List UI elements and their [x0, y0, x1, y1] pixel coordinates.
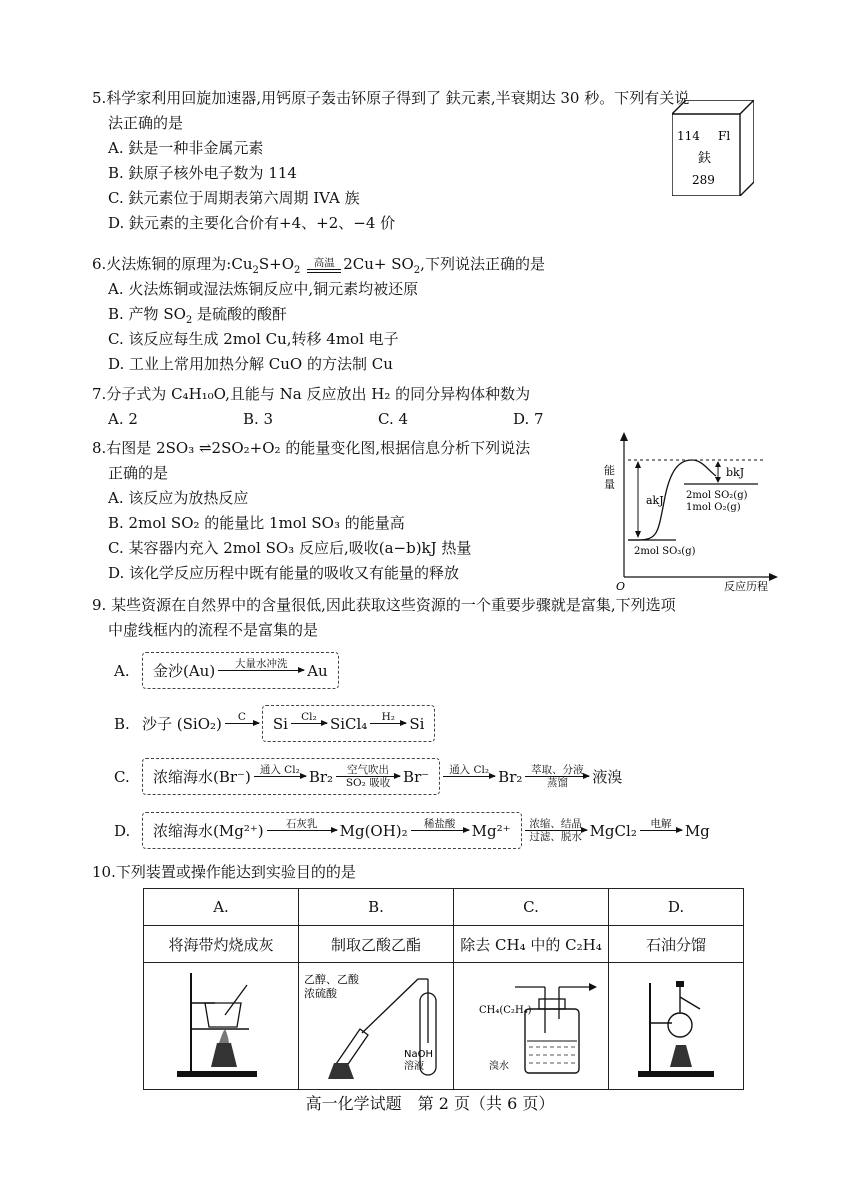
- element-tile: [672, 100, 754, 196]
- energy-product2: 1mol O₂(g): [686, 502, 741, 513]
- q7-option-b: B. 3: [243, 410, 274, 428]
- q9-c-br-ion: Br⁻: [403, 767, 430, 786]
- energy-product1: 2mol SO₂(g): [686, 490, 748, 501]
- q8-option-c: C. 某容器内充入 2mol SO₃ 反应后,吸收(a−b)kJ 热量: [108, 539, 472, 557]
- q8-stem-line1: 8.右图是 2SO₃ ⇌2SO₂+O₂ 的能量变化图,根据信息分析下列说法: [92, 439, 531, 457]
- q9-c-arrow2: 空气吹出 SO₂ 吸收: [336, 764, 400, 789]
- q8-option-d: D. 该化学反应历程中既有能量的吸收又有能量的释放: [108, 564, 460, 582]
- q8-option-b: B. 2mol SO₂ 的能量比 1mol SO₃ 的能量高: [108, 514, 405, 532]
- q6-condition-arrow: [307, 258, 341, 273]
- q9-c-br2: Br₂: [308, 767, 334, 786]
- q5-option-a: A. 鈇是一种非金属元素: [108, 139, 264, 157]
- tile-name: 鈇: [698, 151, 712, 166]
- energy-xlabel: 反应历程: [724, 580, 768, 592]
- tile-atomic-number: 114: [677, 129, 700, 143]
- tile-mass: 289: [692, 173, 715, 187]
- crucible-apparatus-icon: [145, 963, 297, 1085]
- q9-b-sicl4: SiCl₄: [329, 714, 368, 733]
- ester-apparatus-icon: [300, 963, 452, 1085]
- q9-option-d: [114, 812, 710, 849]
- distillation-icon: [610, 963, 742, 1085]
- question-10: [92, 860, 790, 885]
- q9-d-end: Mg: [684, 821, 710, 840]
- q9-c-label: C.: [114, 767, 130, 786]
- b-label-reagents: 乙醇、乙酸: [304, 973, 359, 986]
- q7-option-c: C. 4: [378, 410, 409, 428]
- q9-a-box: [142, 652, 339, 689]
- q10-header-d: D.: [609, 889, 744, 926]
- tile-symbol: Fl: [718, 129, 731, 143]
- q9-d-arrow1: 石灰乳: [267, 818, 337, 843]
- q7-options: [92, 407, 790, 432]
- q9-a-start: 金沙(Au): [153, 662, 216, 680]
- question-9: [92, 593, 790, 643]
- q9-d-mg-ion: Mg²⁺: [471, 821, 511, 840]
- c-label-gas: CH₄(C₂H₄): [479, 1005, 532, 1016]
- q5-option-c: C. 鈇元素位于周期表第六周期 IVA 族: [108, 189, 360, 207]
- q9-c-box: [142, 758, 440, 795]
- q9-c-arrow1: 通入 Cl₂: [254, 764, 306, 789]
- c-label-bromine: 溴水: [489, 1061, 509, 1072]
- q6-option-b: B. 产物 $SO_2$ 是硫酸的酸酐: [108, 305, 288, 326]
- q10-task-b: 制取乙酸乙酯: [299, 926, 454, 963]
- q9-option-a: [114, 652, 339, 689]
- q8-option-a: A. 该反应为放热反应: [108, 489, 249, 507]
- energy-diagram: [598, 432, 778, 592]
- q9-option-c: [114, 758, 622, 795]
- q10-apparatus-b: [299, 963, 454, 1090]
- q9-d-box: [142, 812, 522, 849]
- q9-b-arrow1: C: [225, 711, 259, 736]
- q9-b-start: 沙子 (SiO₂): [142, 715, 222, 733]
- q10-stem: 10.下列装置或操作能达到实验目的的是: [92, 863, 356, 881]
- b-label-naoh: NaOH: [404, 1049, 433, 1060]
- question-8: [92, 436, 595, 586]
- q9-c-arrow3: 通入 Cl₂: [443, 764, 495, 789]
- q9-stem-line2: 中虚线框内的流程不是富集的是: [108, 621, 319, 639]
- q6-stem-pre: 6.火法炼铜的原理为:Cu: [92, 255, 253, 273]
- q9-b-si: Si: [272, 714, 288, 733]
- q9-option-b: [114, 705, 435, 742]
- q9-b-box: [262, 705, 436, 742]
- q9-d-arrow3: 浓缩、结晶 过滤、脱水: [525, 818, 587, 843]
- q10-header-b: B.: [299, 889, 454, 926]
- q9-d-mgcl2: MgCl₂: [589, 821, 637, 840]
- q6-option-c: C. 该反应每生成 2mol Cu,转移 4mol 电子: [108, 330, 399, 348]
- q5-stem-line2: 法正确的是: [108, 114, 184, 132]
- energy-a-label: akJ: [646, 494, 664, 507]
- q9-d-start: 浓缩海水(Mg²⁺): [153, 822, 264, 840]
- q10-apparatus-a: [144, 963, 299, 1090]
- q5-option-d: D. 鈇元素的主要化合价有+4、+2、−4 价: [108, 214, 396, 232]
- q6-stem: 6.火法炼铜的原理为$:Cu_2S+O_2$ 高温 $2Cu+ SO_2$,下列说法正确的是: [92, 255, 545, 276]
- q9-c-arrow4: 萃取、分液 蒸馏: [525, 764, 589, 789]
- q7-option-d: D. 7: [513, 410, 544, 428]
- q10-table: [143, 888, 744, 1090]
- page-footer: 高一化学试题 第 2 页（共 6 页）: [305, 1094, 555, 1113]
- q6-option-d: D. 工业上常用加热分解 CuO 的方法制 Cu: [108, 355, 393, 373]
- q5-stem-line1: 5.科学家利用回旋加速器,用钙原子轰击钚原子得到了 鈇元素,半衰期达 30 秒。下列有关说: [92, 89, 690, 107]
- q10-header-c: C.: [454, 889, 609, 926]
- q7-option-a: A. 2: [108, 410, 138, 428]
- q9-c-start: 浓缩海水(Br⁻): [153, 768, 251, 786]
- q9-d-arrow2: 稀盐酸: [411, 818, 469, 843]
- q6-stem-post: ,下列说法正确的是: [420, 255, 545, 273]
- q10-apparatus-d: [609, 963, 744, 1090]
- energy-b-label: bkJ: [726, 466, 745, 479]
- q9-c-br2-2: Br₂: [498, 767, 523, 786]
- q10-task-d: 石油分馏: [609, 926, 744, 963]
- q10-task-a: 将海带灼烧成灰: [144, 926, 299, 963]
- wash-bottle-icon: [455, 963, 607, 1085]
- question-6: [92, 252, 790, 377]
- q5-option-b: B. 鈇原子核外电子数为 114: [108, 164, 297, 182]
- q6-option-a: A. 火法炼铜或湿法炼铜反应中,铜元素均被还原: [108, 280, 419, 298]
- q9-a-label: A.: [114, 661, 130, 680]
- energy-origin: O: [616, 580, 626, 592]
- b-label-acid: 浓硫酸: [304, 987, 337, 1000]
- q10-apparatus-c: [454, 963, 609, 1090]
- q9-b-arrow3: H₂: [370, 711, 406, 736]
- q9-b-end: Si: [409, 714, 425, 733]
- q9-d-arrow4: 电解: [640, 818, 682, 843]
- q9-a-arrow: 大量水冲洗: [218, 658, 304, 683]
- q10-task-c: 除去 CH₄ 中的 C₂H₄: [454, 926, 609, 963]
- q7-stem: 7.分子式为 C₄H₁₀O,且能与 Na 反应放出 H₂ 的同分异构体种数为: [92, 385, 531, 403]
- q6-condition: 高温: [313, 256, 335, 269]
- energy-ylabel: 能量: [604, 464, 615, 491]
- q9-b-arrow2: Cl₂: [291, 711, 327, 736]
- b-label-solution: 溶液: [404, 1061, 424, 1072]
- q9-c-end: 液溴: [592, 768, 623, 786]
- question-7: [92, 382, 790, 432]
- q9-d-mgoh2: Mg(OH)₂: [339, 821, 408, 840]
- q9-a-end: Au: [307, 661, 328, 680]
- energy-reactant: 2mol SO₃(g): [634, 546, 696, 557]
- q9-stem-line1: 9. 某些资源在自然界中的含量很低,因此获取这些资源的一个重要步骤就是富集,下列选项: [92, 596, 676, 614]
- q8-stem-line2: 正确的是: [108, 464, 169, 482]
- q9-d-label: D.: [114, 821, 131, 840]
- q10-header-a: A.: [144, 889, 299, 926]
- q9-b-label: B.: [114, 714, 130, 733]
